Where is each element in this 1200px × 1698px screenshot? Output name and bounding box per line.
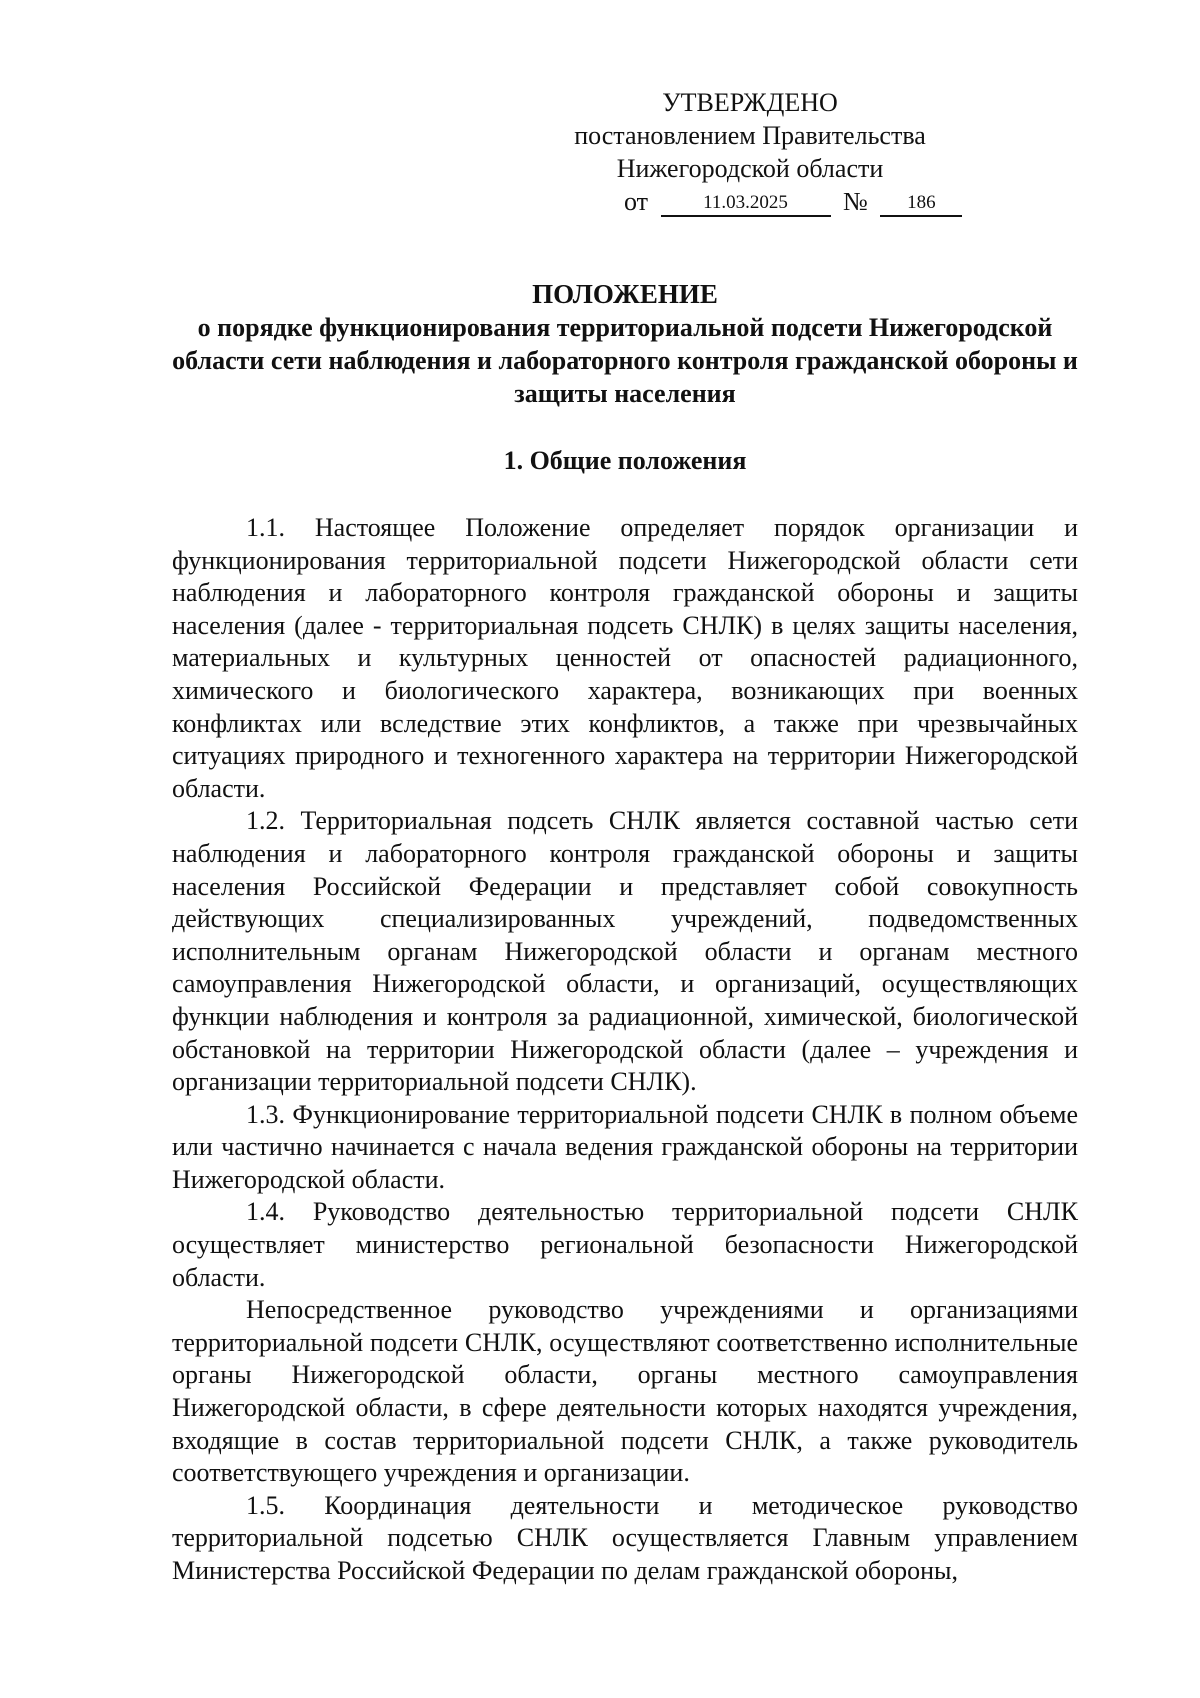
document-title — [172, 278, 1078, 410]
approval-stamp — [540, 86, 960, 218]
paragraph-1-5: 1.5. Координация деятельности и методическое руководство территориальной подсетью СНЛК осуществляется Главным управлением Министерства Российской Федерации по делам гражданской обороны, — [172, 1490, 1078, 1585]
approval-heading: УТВЕРЖДЕНО — [662, 88, 838, 117]
number-sign: № — [843, 187, 868, 216]
paragraph-1-1: 1.1. Настоящее Положение определяет порядок организации и функционирования территориальной подсети Нижегородской области сети наблюдения и лабораторного контроля гражданской обороны и защиты населения (далее - территориальная подсеть СНЛК) в целях защиты населения, материальных и культурных ценностей от опасностей радиационного, химического и биологического характера, возникающих при военных конфликтах или вследствие этих конфликтов, а также при чрезвычайных ситуациях природного и техногенного характера на территории Нижегородской области. — [172, 513, 1078, 803]
title-subtitle: о порядке функционирования территориальной подсети Нижегородской области сети наблюдения и лабораторного контроля гражданской обороны и защиты населения — [172, 313, 1078, 408]
approval-date-row — [540, 185, 960, 218]
section-heading: 1. Общие положения — [503, 446, 747, 475]
paragraph-1-2: 1.2. Территориальная подсеть СНЛК является составной частью сети наблюдения и лабораторного контроля гражданской обороны и защиты населения Российской Федерации и представляет собой совокупность действующих специализированных учреждений, подведомственных исполнительным органам Нижегородской области и органам местного самоуправления Нижегородской области, и организаций, осуществляющих функции наблюдения и контроля за радиационной, химической, биологической обстановкой на территории Нижегородской области (далее – учреждения и организации территориальной подсети СНЛК). — [172, 806, 1078, 1097]
date-prefix: от — [624, 187, 649, 216]
document-body — [172, 512, 1078, 1588]
approval-number: 186 — [880, 191, 962, 217]
title-main: ПОЛОЖЕНИЕ — [532, 279, 718, 309]
approval-line-1: постановлением Правительства — [574, 121, 926, 150]
approval-date: 11.03.2025 — [661, 191, 831, 217]
paragraph-1-4-continued: Непосредственное руководство учреждениями и организациями территориальной подсети СНЛК, осуществляют соответственно исполнительные органы Нижегородской области, органы местного самоуправления Нижегородской области, в сфере деятельности которых находятся учреждения, входящие в состав территориальной подсети СНЛК, а также руководитель соответствующего учреждения и организации. — [172, 1295, 1078, 1488]
paragraph-1-4: 1.4. Руководство деятельностью территориальной подсети СНЛК осуществляет министерство региональной безопасности Нижегородской области. — [172, 1197, 1078, 1292]
approval-line-2: Нижегородской области — [616, 154, 884, 183]
paragraph-1-3: 1.3. Функционирование территориальной подсети СНЛК в полном объеме или частично начинается с начала ведения гражданской обороны на территории Нижегородской области. — [172, 1099, 1078, 1194]
